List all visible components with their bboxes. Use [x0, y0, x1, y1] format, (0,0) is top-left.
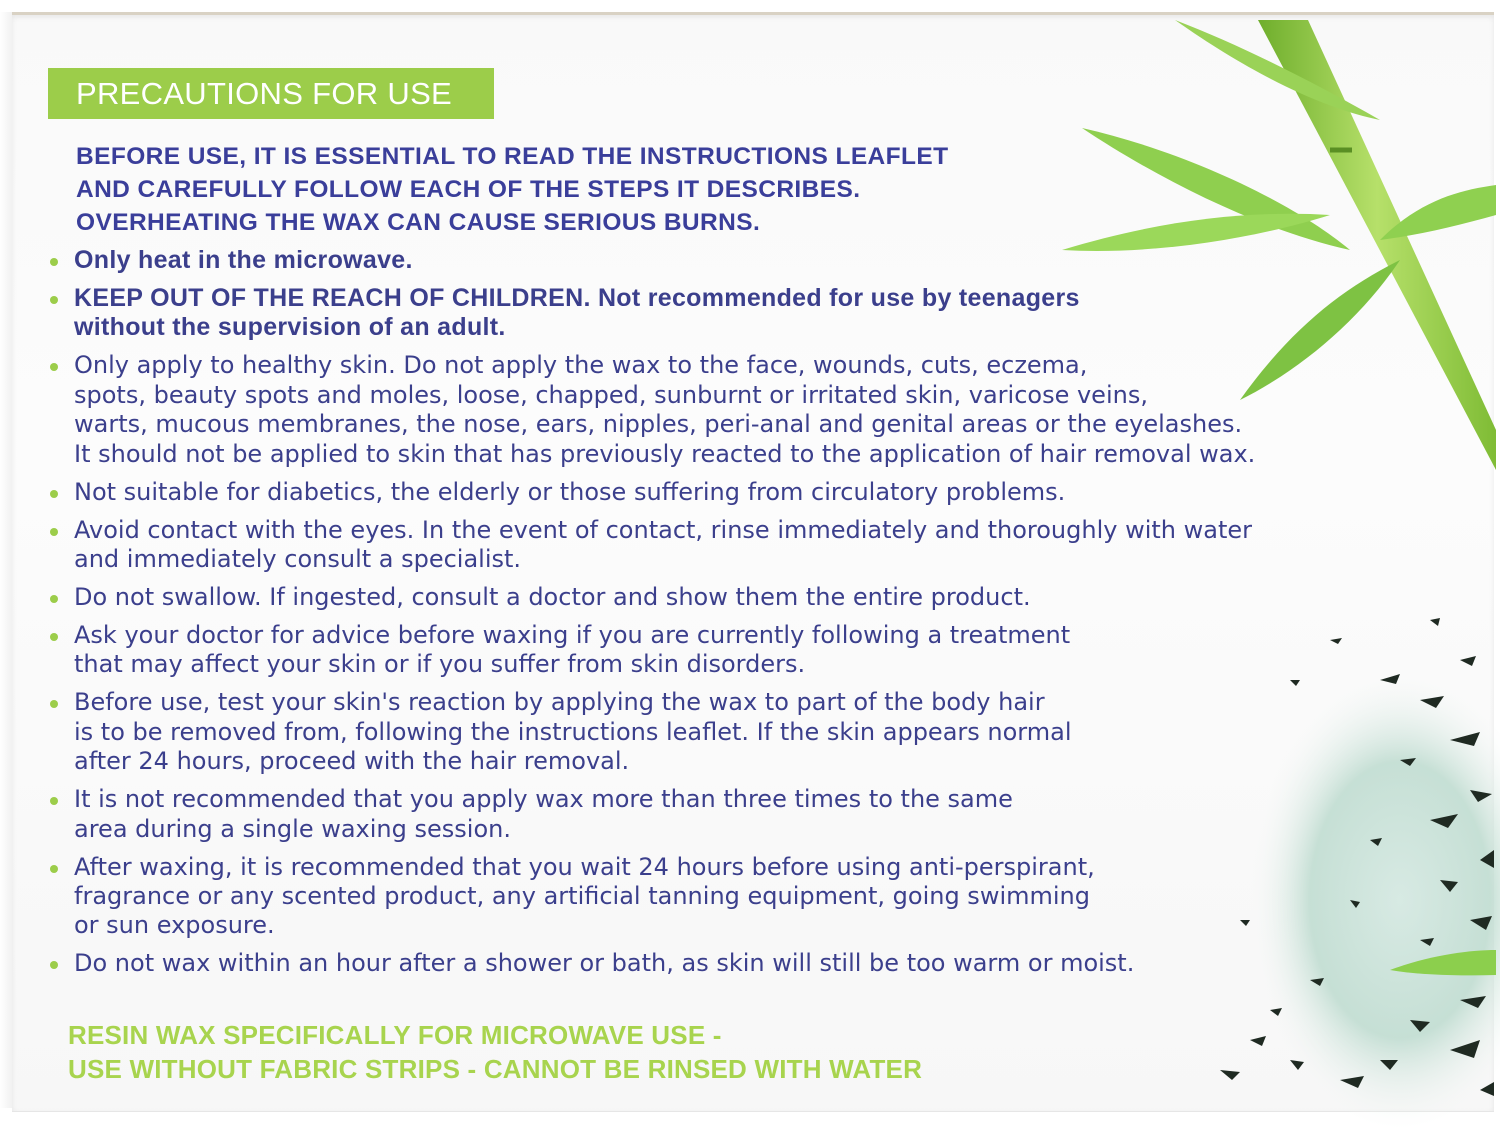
- list-item: [48, 583, 1388, 612]
- footer-line: RESIN WAX SPECIFICALLY FOR MICROWAVE USE -: [68, 1020, 722, 1050]
- list-item-text: and immediately consult a specialist.: [74, 545, 522, 574]
- list-item-text: It is not recommended that you apply wax more than three times to the same: [74, 785, 1013, 814]
- list-item-text: KEEP OUT OF THE REACH OF CHILDREN. Not recommended for use by teenagers: [74, 284, 1080, 312]
- precautions-list: [48, 246, 1388, 987]
- list-item-text: area during a single waxing session.: [74, 814, 511, 843]
- box-left-edge: [0, 12, 12, 1108]
- list-item-text: Only apply to healthy skin. Do not apply the wax to the face, wounds, cuts, eczema,: [74, 351, 1088, 380]
- list-item: [48, 516, 1388, 575]
- list-item-text: It should not be applied to skin that has previously reacted to the application of hair removal wax.: [74, 439, 1256, 468]
- bullet-dot: [50, 258, 58, 266]
- list-item: [48, 949, 1388, 978]
- list-item-text: Only heat in the microwave.: [74, 246, 413, 274]
- list-item: [48, 621, 1388, 680]
- footer-note: [68, 1018, 922, 1086]
- footer-line: USE WITHOUT FABRIC STRIPS - CANNOT BE RINSED WITH WATER: [68, 1054, 923, 1084]
- bullet-dot: [50, 633, 58, 641]
- list-item-text: or sun exposure.: [74, 911, 275, 940]
- list-item-text: Do not swallow. If ingested, consult a doctor and show them the entire product.: [74, 583, 1031, 612]
- list-item: [48, 478, 1388, 507]
- list-item: [48, 351, 1388, 469]
- list-item-text: Ask your doctor for advice before waxing if you are currently following a treatment: [74, 621, 1071, 650]
- list-item-text: after 24 hours, proceed with the hair removal.: [74, 747, 630, 776]
- list-item-text: Do not wax within an hour after a shower or bath, as skin will still be too warm or moist.: [74, 949, 1135, 978]
- intro-warning: [76, 140, 949, 239]
- section-title: PRECAUTIONS FOR USE: [76, 76, 453, 111]
- list-item-text: warts, mucous membranes, the nose, ears, nipples, peri-anal and genital areas or the eyelashes.: [74, 410, 1243, 439]
- list-item-text: that may affect your skin or if you suffer from skin disorders.: [74, 650, 806, 679]
- list-item-text: without the supervision of an adult.: [74, 313, 506, 342]
- bullet-dot: [50, 865, 58, 873]
- intro-line: BEFORE USE, IT IS ESSENTIAL TO READ THE INSTRUCTIONS LEAFLET: [76, 143, 949, 170]
- list-item: [48, 284, 1388, 343]
- bullet-dot: [50, 797, 58, 805]
- bullet-dot: [50, 961, 58, 969]
- list-item-text: After waxing, it is recommended that you wait 24 hours before using anti-perspirant,: [74, 852, 1095, 881]
- bullet-dot: [50, 363, 58, 371]
- bullet-dot: [50, 595, 58, 603]
- bullet-dot: [50, 490, 58, 498]
- list-item-text: fragrance or any scented product, any artificial tanning equipment, going swimming: [74, 882, 1090, 911]
- list-item: [48, 853, 1388, 941]
- list-item-text: is to be removed from, following the instructions leaflet. If the skin appears normal: [74, 717, 1072, 746]
- list-item: [48, 246, 1388, 275]
- list-item: [48, 688, 1388, 776]
- list-item-text: Not suitable for diabetics, the elderly or those suffering from circulatory problems.: [74, 477, 1066, 506]
- bullet-dot: [50, 528, 58, 536]
- intro-line: AND CAREFULLY FOLLOW EACH OF THE STEPS IT DESCRIBES.: [76, 176, 861, 203]
- intro-line: OVERHEATING THE WAX CAN CAUSE SERIOUS BURNS.: [76, 209, 761, 236]
- bullet-dot: [50, 296, 58, 304]
- list-item-text: spots, beauty spots and moles, loose, chapped, sunburnt or irritated skin, varicose veins,: [74, 380, 1148, 409]
- bullet-dot: [50, 700, 58, 708]
- list-item-text: Avoid contact with the eyes. In the event of contact, rinse immediately and thoroughly with water: [74, 515, 1252, 544]
- list-item: [48, 785, 1388, 844]
- list-item-text: Before use, test your skin's reaction by applying the wax to part of the body hair: [74, 688, 1045, 717]
